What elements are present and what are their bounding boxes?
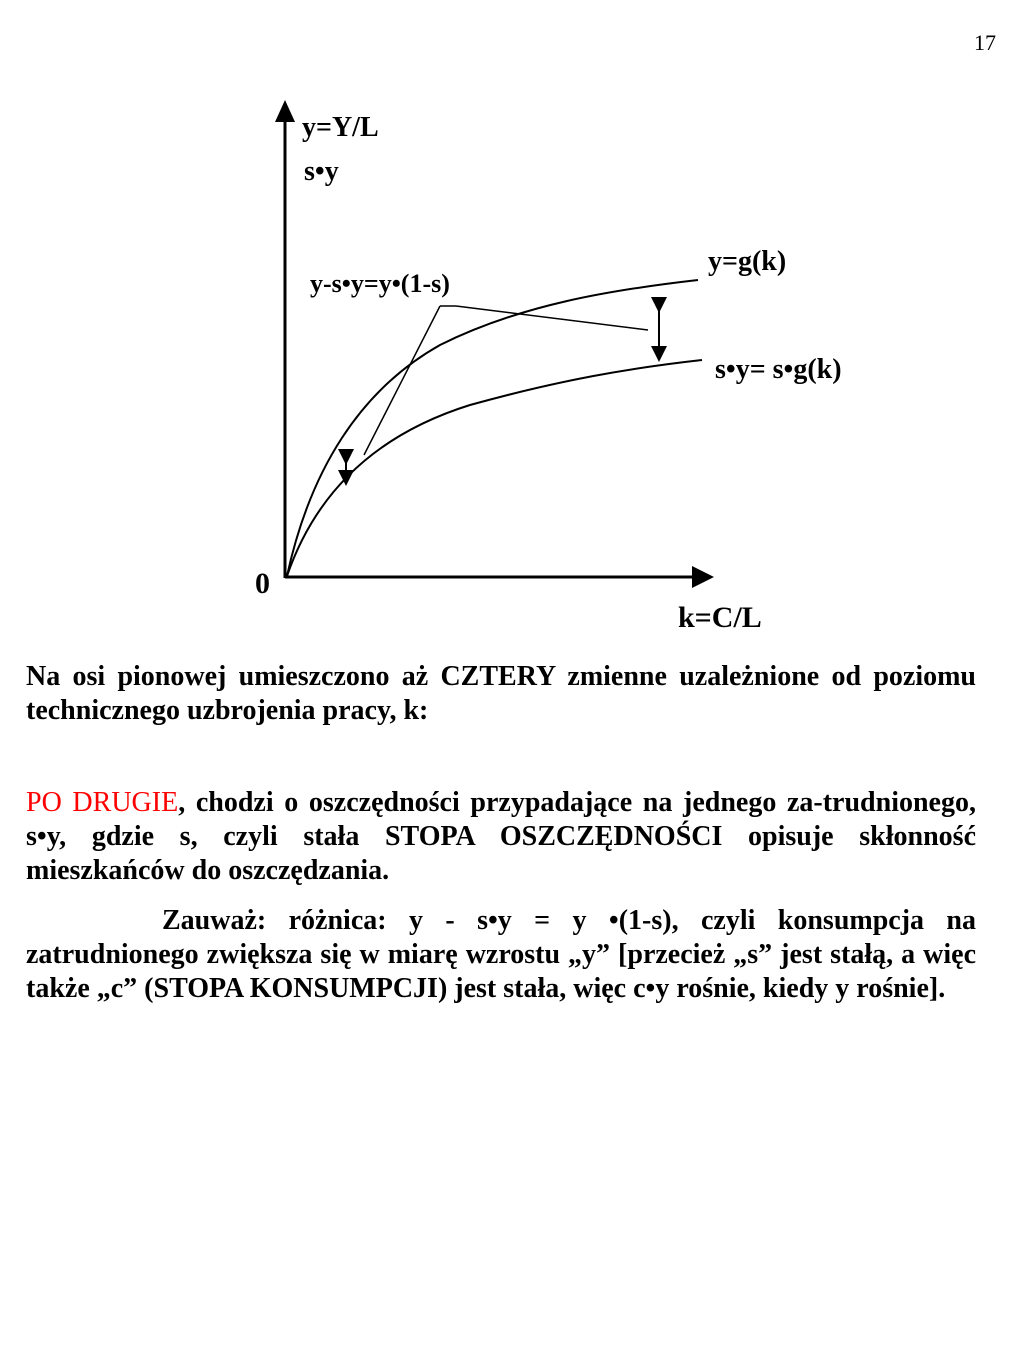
origin-label: 0 [255,567,270,600]
difference-label: y-s•y=y•(1-s) [310,269,450,298]
y-axis-label-1: y=Y/L [302,112,379,143]
paragraph-2-text: , chodzi o oszczędności przypadające na jednego za-trudnionego, s•y, gdzie s, czyli stała STOPA OSZCZĘDNOŚCI opisuje skłonność mieszkańców do oszczędzania. [26,787,976,886]
paragraph-3-text: Zauważ: różnica: y - s•y = y •(1-s), czyli konsumpcja na zatrudnionego zwiększa się w miarę wzrostu „y” [przecież „s” jest stałą, a więc także „c” (STOPA KONSUMPCJI) jest stała, więc c•y rośnie, kiedy y rośnie]. [26,905,976,1004]
paragraph-2 [26,786,976,888]
paragraph-1 [26,660,976,728]
pointer-line-left [364,306,440,455]
curve-lower-label: s•y= s•g(k) [715,354,842,385]
curve-upper [287,280,698,576]
y-axis-label-2: s•y [304,156,339,187]
curve-upper-label: y=g(k) [708,246,787,277]
paragraph-3 [26,904,976,1006]
x-axis-arrowhead [692,566,714,588]
y-axis-arrowhead [275,100,295,122]
diagram [0,0,1024,650]
x-axis-label: k=C/L [678,601,762,634]
paragraph-1-text: Na osi pionowej umieszczono aż CZTERY zmienne uzależnione od poziomu technicznego uzbrojenia pracy, k: [26,661,976,726]
curve-lower [287,360,702,576]
paragraph-2-highlight: PO DRUGIE [26,787,179,818]
page-number: 17 [974,30,996,55]
